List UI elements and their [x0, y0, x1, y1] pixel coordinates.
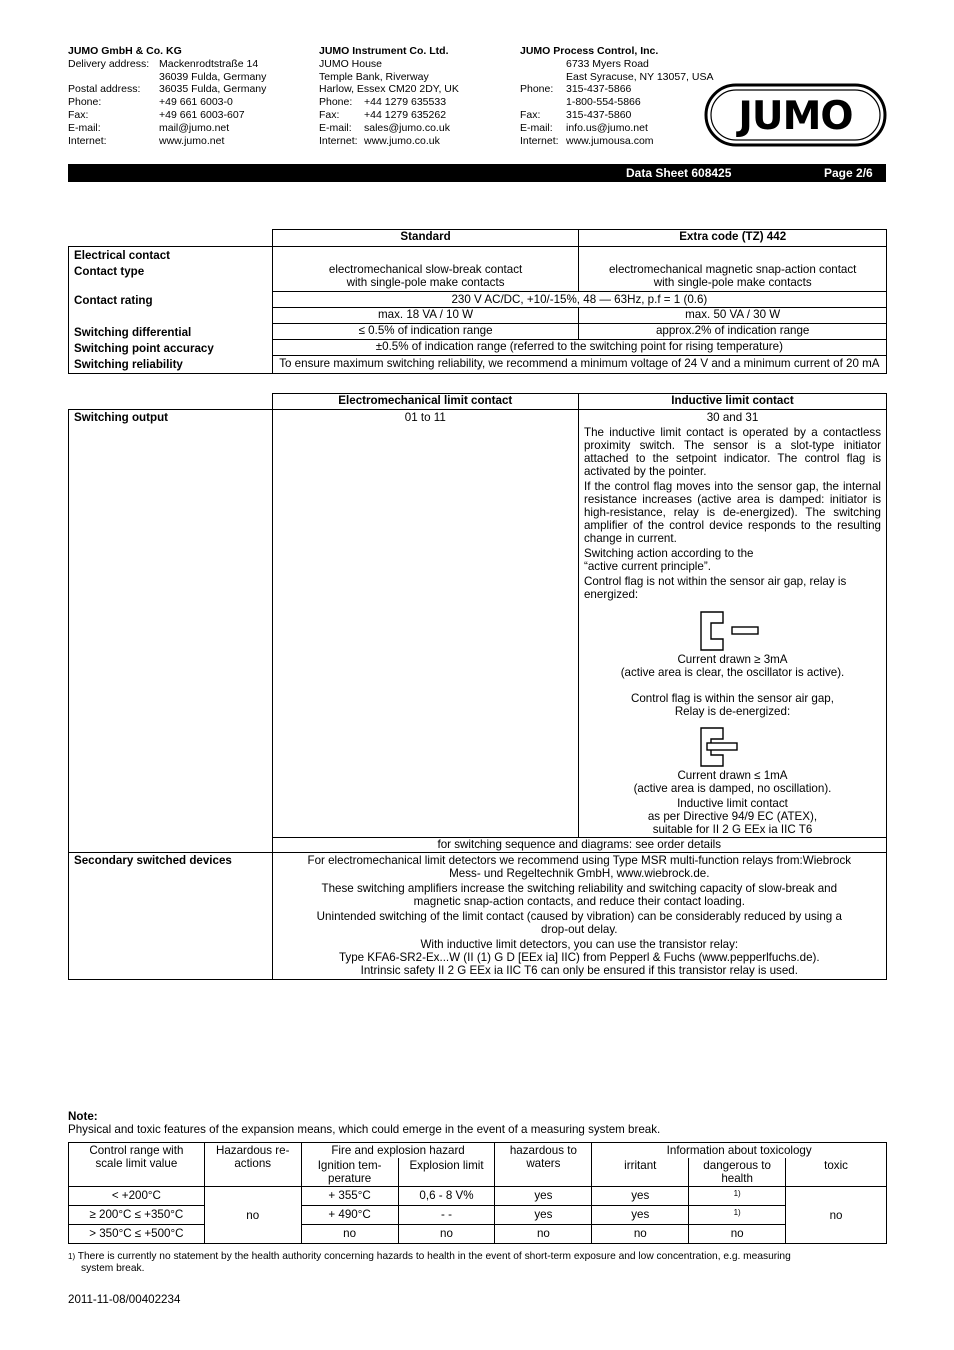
contact-type-standard: electromechanical slow-break contact with single-pole make contacts [272, 247, 579, 292]
address-line [319, 83, 459, 96]
footnote-mark: 1) [68, 1252, 76, 1261]
label-electrical-contact: Electrical contact [74, 249, 171, 262]
cell-waters-2: no [495, 1225, 592, 1244]
contact-rating-extra: max. 50 VA / 30 W [579, 308, 887, 324]
switching-point-accuracy-value: ±0.5% of indication range (referred to the switching point for rising temperature) [272, 340, 886, 356]
address-label: E-mail: [520, 121, 553, 134]
ind-output-value: 30 and 31 [706, 411, 759, 424]
cell-danger-2: no [689, 1225, 786, 1244]
address-line [520, 135, 713, 148]
switching-differential-extra: approx.2% of indication range [579, 324, 887, 340]
address-value: 315-437-5860 [566, 108, 632, 121]
note-title: Note: [68, 1110, 98, 1123]
address-value: www.jumousa.com [566, 134, 654, 147]
company-name-2: JUMO Instrument Co. Ltd. [319, 45, 449, 57]
address-value: 315-437-5866 [566, 83, 632, 96]
address-line [68, 96, 266, 109]
cell-irritant-2: no [592, 1225, 689, 1244]
contact-type-extra: electromechanical magnetic snap-action contact with single-pole make contacts [579, 247, 887, 292]
ind-paragraph-2: If the control flag moves into the sensor gap, the internal resistance increases (active area is damped: initiator is high-resistance, relay is de-energized). The switching amplifier of the control device responds to the resulting change in current. [583, 480, 881, 545]
address-value: Harlow, Essex CM20 2DY, UK [319, 83, 459, 96]
address-value: 36035 Fulda, Germany [159, 83, 267, 96]
h-fire-explosion: Fire and explosion hazard [301, 1143, 495, 1159]
note-block [68, 1110, 660, 1136]
address-label: Phone: [68, 96, 102, 109]
address-value: JUMO House [319, 57, 383, 70]
label-switching-differential: Switching differential [74, 326, 192, 339]
cell-hazard-all: no [204, 1187, 301, 1244]
address-label: Internet: [68, 134, 107, 147]
address-value: 36039 Fulda, Germany [159, 70, 267, 83]
switching-output-table [68, 393, 887, 980]
contact-rating-shared: 230 V AC/DC, +10/-15%, 48 — 63Hz, p.f = 1 (0.6) [272, 292, 886, 308]
address-value: Mackenrodtstraße 14 [159, 57, 259, 70]
address-line [319, 58, 459, 71]
address-label: Fax: [520, 108, 541, 121]
h-hazardous-reactions: Hazardous re- actions [204, 1143, 301, 1187]
h-toxic: toxic [786, 1158, 887, 1187]
cell-expl-2: no [398, 1225, 495, 1244]
cell-expl-0: 0,6 - 8 V% [398, 1187, 495, 1206]
switching-reliability-value: To ensure maximum switching reliability, we recommend a minimum voltage of 24 V and a minimum current of 20 mA [272, 356, 886, 374]
address-value: www.jumo.net [159, 134, 225, 147]
address-line [520, 96, 713, 109]
cell-ign-0: + 355°C [301, 1187, 398, 1206]
address-line [520, 58, 713, 71]
address-value: sales@jumo.co.uk [364, 121, 450, 134]
address-value: +44 1279 635262 [364, 108, 447, 121]
sensor-damped-diagram [584, 727, 880, 769]
h-hazardous-waters: hazardous to waters [495, 1143, 592, 1187]
cell-waters-0: yes [495, 1187, 592, 1206]
note-text: Physical and toxic features of the expansion means, which could emerge in the event of a measuring system break. [68, 1123, 661, 1136]
company-name-1: JUMO GmbH & Co. KG [68, 45, 182, 57]
ind-paragraph-3: Switching action according to the “active current principle”. [583, 547, 754, 573]
address-label: Internet: [319, 134, 358, 147]
address-label: Phone: [520, 83, 554, 96]
h-explosion-limit: Explosion limit [398, 1158, 495, 1187]
h-dangerous-health: dangerous to health [689, 1158, 786, 1187]
company-name-3: JUMO Process Control, Inc. [520, 45, 659, 57]
h-irritant: irritant [592, 1158, 689, 1187]
address-value: 6733 Myers Road [566, 57, 649, 70]
address-line [319, 109, 459, 122]
ind-caption-1: Current drawn ≥ 3mA (active area is clear, the oscillator is active). [620, 653, 845, 679]
cell-waters-1: yes [495, 1206, 592, 1225]
h-toxicology-info: Information about toxicology [592, 1143, 887, 1159]
address-line [520, 71, 713, 84]
jumo-logo [704, 83, 887, 147]
switching-differential-standard: ≤ 0.5% of indication range [272, 324, 579, 340]
h-control-range: Control range with scale limit value [69, 1143, 205, 1187]
label-switching-output: Switching output [69, 410, 273, 853]
address-line [319, 122, 459, 135]
address-label: Delivery address: [68, 57, 150, 70]
logo-text: JUMO [738, 94, 853, 139]
label-contact-type: Contact type [74, 265, 145, 278]
header-col3 [520, 45, 713, 147]
footnote [68, 1251, 886, 1275]
inductive-description [578, 410, 886, 838]
address-label: Internet: [520, 134, 559, 147]
col-inductive: Inductive limit contact [578, 394, 886, 410]
cell-expl-1: - - [398, 1206, 495, 1225]
address-line [520, 83, 713, 96]
address-label: Fax: [68, 108, 89, 121]
ind-paragraph-1: The inductive limit contact is operated by a contactless proximity switch. The sensor is a slot-type initiator attached to the setpoint indicator. The control flag is activated by the pointer. [583, 426, 881, 478]
cell-range-1: ≥ 200°C ≤ +350°C [69, 1206, 205, 1225]
label-secondary-devices: Secondary switched devices [69, 853, 273, 980]
cell-ign-1: + 490°C [301, 1206, 398, 1225]
col-electromechanical: Electromechanical limit contact [272, 394, 578, 410]
header-col1 [68, 45, 266, 147]
address-value: East Syracuse, NY 13057, USA [566, 70, 714, 83]
address-value: Temple Bank, Riverway [319, 70, 429, 83]
sensor-open-diagram [584, 611, 880, 653]
page-number: Page 2/6 [824, 166, 873, 180]
cell-range-0: < +200°C [69, 1187, 205, 1206]
address-value: info.us@jumo.net [566, 121, 648, 134]
label-switching-reliability: Switching reliability [74, 358, 183, 371]
address-value: mail@jumo.net [159, 121, 230, 134]
address-line [68, 135, 266, 148]
col-extra-code: Extra code (TZ) 442 [579, 230, 887, 247]
footnote-line-1: There is currently no statement by the health authority concerning hazards to health in the event of short-term exposure and low concentration, e.g. measuring [77, 1251, 791, 1262]
cell-danger-1: 1) [689, 1206, 786, 1225]
cell-toxic-all: no [786, 1187, 887, 1244]
em-output-value: 01 to 11 [272, 410, 578, 838]
ind-paragraph-4: Control flag is not within the sensor air gap, relay is energized: [583, 575, 847, 601]
address-value: +49 661 6003-0 [159, 96, 233, 109]
cell-irritant-1: yes [592, 1206, 689, 1225]
document-id: 2011-11-08/00402234 [68, 1293, 181, 1306]
cell-irritant-0: yes [592, 1187, 689, 1206]
contact-spec-table [68, 229, 887, 374]
address-line [68, 58, 266, 71]
address-line [319, 96, 459, 109]
toxicology-table [68, 1142, 887, 1244]
address-label: E-mail: [319, 121, 352, 134]
header-col2 [319, 45, 459, 147]
cell-ign-2: no [301, 1225, 398, 1244]
address-line [520, 109, 713, 122]
address-label: Postal address: [68, 83, 141, 96]
address-line [68, 109, 266, 122]
secondary-devices-text: For electromechanical limit detectors we recommend using Type MSR multi-function relays from:Wiebrock Mess- und Regeltechnik GmbH, www.wiebrock.de. These switching amplifiers increase the switching reliability and switching capacity of slow-break and magnetic snap-action contacts, and reduce their contact loading. Unintended switching of the limit contact (caused by vibration) can be considerably reduced by using a drop-out delay. With inductive limit detectors, you can use the transistor relay: Type KFA6-SR2-Ex...W (II (1) G D [EEx ia] IIC) from Pepperl & Fuchs (www.pepperlfuchs.de). Intrinsic safety II 2 G EEx ia IIC T6 can only be ensured if this transistor relay is used. [272, 853, 886, 980]
address-value: www.jumo.co.uk [364, 134, 440, 147]
address-line [520, 122, 713, 135]
address-value: +49 661 6003-607 [159, 108, 245, 121]
cell-danger-0: 1) [689, 1187, 786, 1206]
address-label: Phone: [319, 96, 353, 109]
ind-caption-3: Current drawn ≤ 1mA (active area is damped, no oscillation). [633, 769, 832, 795]
cell-range-2: > 350°C ≤ +500°C [69, 1225, 205, 1244]
h-ignition-temp: Ignition tem- perature [301, 1158, 398, 1187]
address-label: Fax: [319, 108, 340, 121]
address-line [68, 122, 266, 135]
label-contact-rating: Contact rating [74, 294, 153, 307]
contact-rating-standard: max. 18 VA / 10 W [272, 308, 579, 324]
datasheet-number: Data Sheet 608425 [626, 166, 732, 180]
address-value: 1-800-554-5866 [566, 96, 641, 109]
address-value: +44 1279 635533 [364, 96, 447, 109]
address-line [319, 135, 459, 148]
ind-caption-4: Inductive limit contact as per Directive 94/9 EC (ATEX), suitable for II 2 G EEx ia IIC T6 [647, 797, 818, 836]
ind-caption-2: Control flag is within the sensor air gap, Relay is de-energized: [630, 692, 834, 718]
address-label: E-mail: [68, 121, 101, 134]
label-switching-point-accuracy: Switching point accuracy [74, 342, 214, 355]
datasheet-bar [68, 164, 886, 182]
footnote-line-2: system break. [81, 1263, 145, 1274]
address-line [68, 83, 266, 96]
address-line [319, 71, 459, 84]
col-standard: Standard [272, 230, 579, 247]
switching-sequence-note: for switching sequence and diagrams: see order details [272, 838, 886, 853]
address-line [68, 71, 266, 84]
